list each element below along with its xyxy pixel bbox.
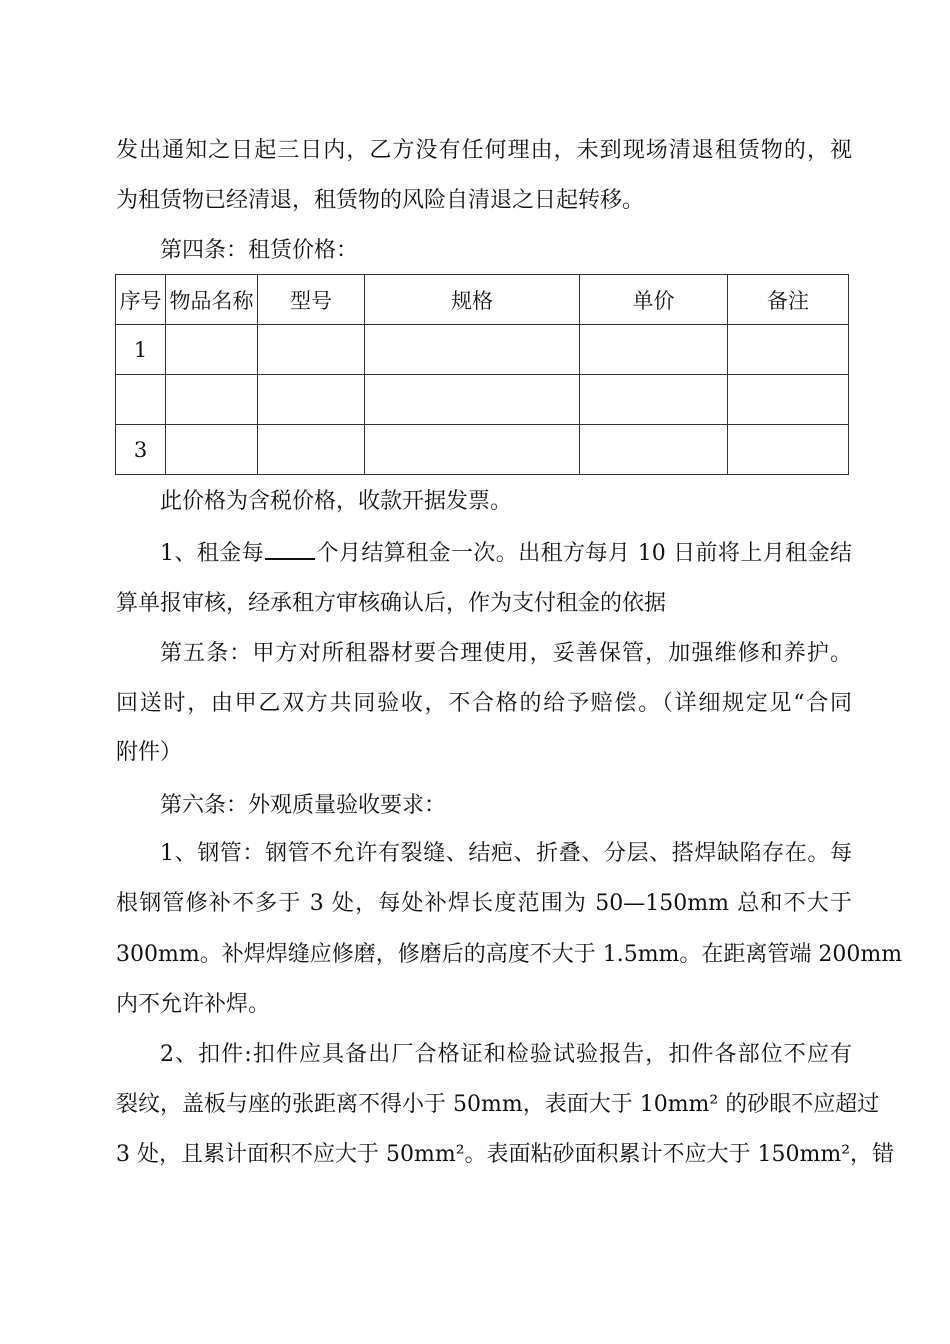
- table-cell: [728, 325, 849, 375]
- clamp-clause-line: 2、扣件:扣件应具备出厂合格证和检验试验报告，扣件各部位不应有: [160, 1042, 852, 1067]
- pipe-clause-line: 1、钢管：钢管不允许有裂缝、结疤、折叠、分层、搭焊缺陷存在。每: [160, 841, 852, 866]
- article-5-heading: 第五条：甲方对所租器材要合理使用，妥善保管，加强维修和养护。: [160, 641, 852, 666]
- table-cell: [728, 425, 849, 475]
- paragraph-line: 内不允许补焊。: [116, 992, 271, 1017]
- col-header-item-name: 物品名称: [166, 275, 258, 325]
- table-cell: [166, 425, 258, 475]
- paragraph-line: 发出通知之日起三日内，乙方没有任何理由，未到现场清退租赁物的，视: [116, 138, 852, 163]
- table-cell: [365, 425, 580, 475]
- paragraph-line: 算单报审核，经承租方审核确认后，作为支付租金的依据: [116, 591, 667, 616]
- paragraph-line: 根钢管修补不多于 3 处，每处补焊长度范围为 50—150mm 总和不大于: [116, 891, 852, 916]
- table-cell: [580, 425, 728, 475]
- table-cell: [166, 375, 258, 425]
- col-header-unit-price: 单价: [580, 275, 728, 325]
- table-cell: [728, 375, 849, 425]
- col-header-remarks: 备注: [728, 275, 849, 325]
- rent-clause-prefix: 1、租金每: [160, 541, 265, 566]
- table-row: [116, 325, 849, 375]
- article-6-heading: 第六条：外观质量验收要求：: [160, 793, 447, 818]
- rent-clause-suffix: 个月结算租金一次。出租方每月 10 日前将上月租金结: [316, 541, 853, 566]
- table-row: [116, 375, 849, 425]
- table-cell: [365, 375, 580, 425]
- col-header-model: 型号: [258, 275, 365, 325]
- table-cell: [116, 375, 166, 425]
- paragraph-line: 回送时，由甲乙双方共同验收，不合格的给予赔偿。（详细规定见“合同: [116, 691, 852, 716]
- table-cell: [166, 325, 258, 375]
- table-cell: 3: [116, 425, 166, 475]
- paragraph-line: 300mm。补焊焊缝应修磨，修磨后的高度不大于 1.5mm。在距离管端 200mm: [116, 942, 903, 967]
- article-4-heading: 第四条：租赁价格：: [160, 238, 359, 263]
- table-cell: [365, 325, 580, 375]
- table-cell: [580, 375, 728, 425]
- table-cell: [258, 325, 365, 375]
- paragraph-line: 3 处，且累计面积不应大于 50mm²。表面粘砂面积累计不应大于 150mm²，错: [116, 1142, 895, 1167]
- table-row: [116, 425, 849, 475]
- col-header-serial: 序号: [116, 275, 166, 325]
- table-cell: [580, 325, 728, 375]
- rental-price-table: [115, 274, 849, 475]
- table-cell: [258, 425, 365, 475]
- col-header-spec: 规格: [365, 275, 580, 325]
- tax-note: 此价格为含税价格，收款开据发票。: [160, 489, 513, 514]
- paragraph-line: 为租赁物已经清退，租赁物的风险自清退之日起转移。: [116, 188, 645, 213]
- paragraph-line: 裂纹，盖板与座的张距离不得小于 50mm，表面大于 10mm² 的砂眼不应超过: [116, 1092, 880, 1117]
- paragraph-line: 附件）: [116, 740, 183, 765]
- table-header-row: [116, 275, 849, 325]
- rent-clause-line: [160, 538, 852, 569]
- blank-underline: [265, 538, 315, 560]
- table-cell: [258, 375, 365, 425]
- table-cell: 1: [116, 325, 166, 375]
